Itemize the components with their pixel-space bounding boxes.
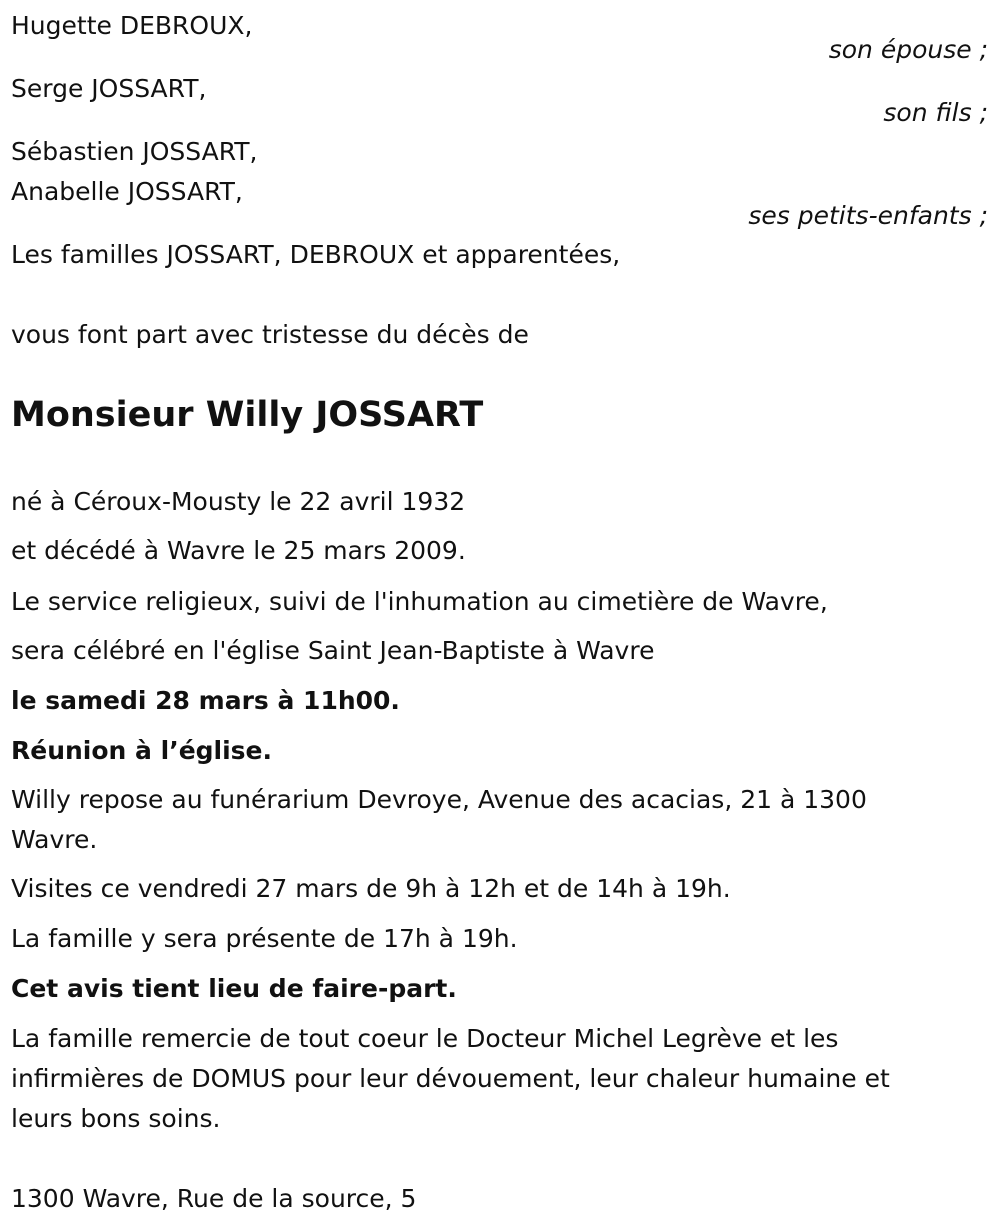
visits-line: Visites ce vendredi 27 mars de 9h à 12h et de 14h à 19h. [11, 874, 731, 903]
meeting-line: Réunion à l’église. [11, 736, 273, 765]
thanks-line-3: leurs bons soins. [11, 1104, 221, 1133]
birth-line: né à Céroux-Mousty le 22 avril 1932 [11, 487, 466, 516]
announcement-text: vous font part avec tristesse du décès de [11, 320, 529, 349]
son-name: Serge JOSSART, [11, 74, 207, 103]
grandchildren-relation: ses petits-enfants ; [748, 201, 988, 230]
rest-line-1: Willy repose au funérarium Devroye, Avenue des acacias, 21 à 1300 [11, 785, 867, 814]
rest-line-2: Wavre. [11, 825, 98, 854]
families-line: Les familles JOSSART, DEBROUX et apparentées, [11, 240, 621, 269]
service-line-1: Le service religieux, suivi de l'inhumation au cimetière de Wavre, [11, 587, 828, 616]
thanks-line-2: infirmières de DOMUS pour leur dévouement, leur chaleur humaine et [11, 1064, 890, 1093]
death-line: et décédé à Wavre le 25 mars 2009. [11, 536, 466, 565]
notice-line: Cet avis tient lieu de faire-part. [11, 974, 457, 1003]
son-relation: son fils ; [883, 98, 988, 127]
address-line: 1300 Wavre, Rue de la source, 5 [11, 1184, 417, 1213]
thanks-line-1: La famille remercie de tout coeur le Docteur Michel Legrève et les [11, 1024, 839, 1053]
service-date: le samedi 28 mars à 11h00. [11, 686, 400, 715]
spouse-name: Hugette DEBROUX, [11, 11, 253, 40]
family-present-line: La famille y sera présente de 17h à 19h. [11, 924, 518, 953]
service-line-2: sera célébré en l'église Saint Jean-Baptiste à Wavre [11, 636, 655, 665]
grandchild-name-1: Sébastien JOSSART, [11, 137, 258, 166]
spouse-relation: son épouse ; [828, 35, 988, 64]
grandchild-name-2: Anabelle JOSSART, [11, 177, 243, 206]
deceased-name: Monsieur Willy JOSSART [11, 395, 484, 435]
